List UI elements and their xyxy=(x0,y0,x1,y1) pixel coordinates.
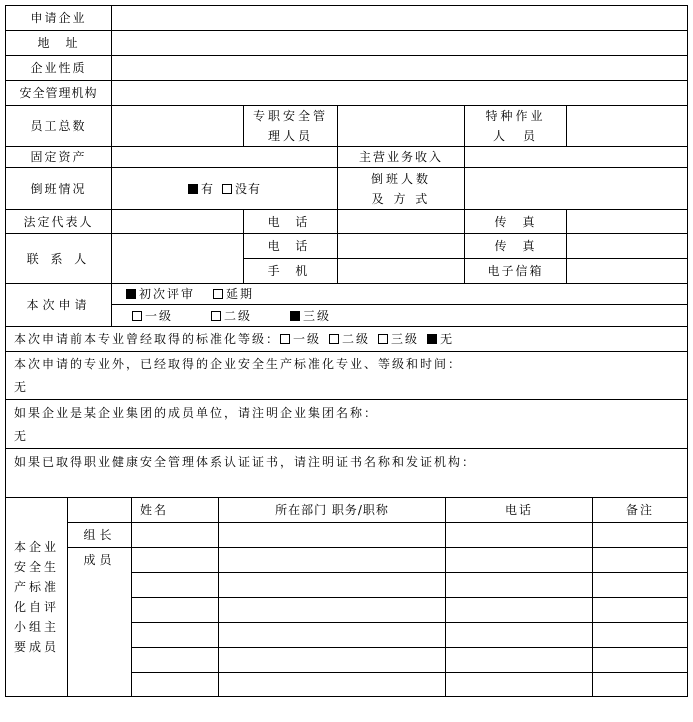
contact-fax-input[interactable] xyxy=(567,234,687,258)
prior-level-option-3-label: 三级 xyxy=(391,332,420,346)
special-ops-label-line2: 人 员 xyxy=(492,129,538,143)
email-input[interactable] xyxy=(567,259,687,283)
mobile-label: 手 机 xyxy=(267,264,314,278)
checkbox-unchecked-icon xyxy=(280,334,290,344)
checkbox-checked-icon xyxy=(126,289,136,299)
team-row-phone-input[interactable] xyxy=(446,673,592,697)
team-row-dept-input[interactable] xyxy=(219,598,445,622)
special-ops-label xyxy=(465,106,566,146)
checkbox-unchecked-icon xyxy=(213,289,223,299)
group-question: 如果企业是某企业集团的成员单位，请注明企业集团名称： xyxy=(14,406,379,420)
prior-level-option-3[interactable] xyxy=(378,329,419,349)
prior-level-option-2-label: 二级 xyxy=(342,332,371,346)
legal-rep-phone-label: 电 话 xyxy=(267,214,314,229)
checkbox-unchecked-icon xyxy=(378,334,388,344)
team-section-label xyxy=(6,498,67,696)
team-row-note-input[interactable] xyxy=(593,523,687,547)
checkbox-unchecked-icon xyxy=(222,184,232,194)
review-options xyxy=(112,284,693,304)
header-name: 姓名 xyxy=(140,503,169,517)
shift-count-label-line2: 及 方 式 xyxy=(371,191,431,206)
main-revenue-input[interactable] xyxy=(465,147,687,167)
checkbox-unchecked-icon xyxy=(329,334,339,344)
team-row-dept-input[interactable] xyxy=(219,623,445,647)
team-row-dept-input[interactable] xyxy=(219,648,445,672)
divider xyxy=(5,351,688,352)
prior-level-question: 本次申请前本专业曾经取得的标准化等级： xyxy=(14,332,281,346)
team-section-label-line: 产标准 xyxy=(13,580,59,594)
team-row-note-input[interactable] xyxy=(593,673,687,697)
legal-rep-fax-label: 传 真 xyxy=(494,214,537,229)
header-phone: 电话 xyxy=(504,503,533,517)
prior-level-row xyxy=(6,327,687,351)
total-staff-input[interactable] xyxy=(112,106,243,146)
fulltime-safety-label-line1: 专职安全管 xyxy=(252,109,328,123)
shift-count-input[interactable] xyxy=(465,168,687,209)
other-specialties-question: 本次申请的专业外，已经取得的企业安全生产标准化专业、等级和时间： xyxy=(14,357,463,371)
prior-level-option-2[interactable] xyxy=(329,329,370,349)
review-option-initial-label: 初次评审 xyxy=(139,287,196,301)
review-option-extension-label: 延期 xyxy=(226,287,255,301)
checkbox-checked-icon xyxy=(290,311,300,321)
other-specialties-answer[interactable]: 无 xyxy=(14,380,29,394)
checkbox-checked-icon xyxy=(427,334,437,344)
prior-level-option-1[interactable] xyxy=(280,329,321,349)
applicant-company-label: 申请企业 xyxy=(30,11,87,25)
team-row-phone-input[interactable] xyxy=(446,598,592,622)
team-row-phone-input[interactable] xyxy=(446,623,592,647)
legal-rep-label: 法定代表人 xyxy=(23,214,94,229)
leader-label: 组长 xyxy=(83,528,116,542)
header-note: 备注 xyxy=(625,503,654,517)
team-row-dept-input[interactable] xyxy=(219,523,445,547)
prior-level-option-none[interactable] xyxy=(427,329,454,349)
main-revenue-label: 主营业务收入 xyxy=(358,150,443,164)
this-application-label: 本次申请 xyxy=(26,298,91,312)
review-option-initial[interactable] xyxy=(126,284,195,304)
fulltime-safety-input[interactable] xyxy=(338,106,464,146)
team-row-name-input[interactable] xyxy=(132,648,218,672)
team-row-name-input[interactable] xyxy=(132,523,218,547)
level-option-2-label: 二级 xyxy=(224,308,253,323)
team-row-name-input[interactable] xyxy=(132,573,218,597)
level-option-3[interactable] xyxy=(290,306,331,326)
level-options xyxy=(112,305,693,326)
contact-input[interactable] xyxy=(112,234,243,283)
shift-label: 倒班情况 xyxy=(30,181,87,196)
team-section-label-line: 本企业 xyxy=(13,540,59,554)
shift-option-no-label: 没有 xyxy=(235,181,262,196)
special-ops-label-line1: 特种作业 xyxy=(485,109,546,123)
safety-org-label: 安全管理机构 xyxy=(19,86,98,100)
divider xyxy=(5,399,688,400)
contact-label: 联 系 人 xyxy=(26,251,91,266)
team-row-name-input[interactable] xyxy=(132,548,218,572)
level-option-1[interactable] xyxy=(132,306,173,326)
team-section-label-line: 小组主 xyxy=(13,620,59,634)
company-nature-input[interactable] xyxy=(112,56,687,80)
team-row-dept-input[interactable] xyxy=(219,573,445,597)
team-section-label-line: 要成员 xyxy=(13,640,59,654)
review-option-extension[interactable] xyxy=(213,284,254,304)
team-row-phone-input[interactable] xyxy=(446,548,592,572)
mobile-input[interactable] xyxy=(338,259,464,283)
address-label: 地 址 xyxy=(37,36,80,50)
shift-count-label-line1: 倒班人数 xyxy=(370,171,431,186)
safety-org-input[interactable] xyxy=(112,81,687,105)
member-label: 成员 xyxy=(83,553,116,567)
total-staff-label: 员工总数 xyxy=(30,119,87,133)
group-answer[interactable]: 无 xyxy=(14,429,29,443)
team-row-note-input[interactable] xyxy=(593,548,687,572)
legal-rep-input[interactable] xyxy=(112,210,243,233)
fulltime-safety-label-line2: 理人员 xyxy=(267,129,313,143)
email-label: 电子信箱 xyxy=(487,264,544,278)
team-row-phone-input[interactable] xyxy=(446,573,592,597)
team-row-dept-input[interactable] xyxy=(219,673,445,697)
fixed-assets-input[interactable] xyxy=(112,147,337,167)
special-ops-input[interactable] xyxy=(567,106,687,146)
legal-rep-phone-input[interactable] xyxy=(338,210,464,233)
fixed-assets-label: 固定资产 xyxy=(30,150,87,164)
team-row-note-input[interactable] xyxy=(593,598,687,622)
prior-level-option-none-label: 无 xyxy=(440,332,455,346)
checkbox-checked-icon xyxy=(188,184,198,194)
level-option-1-label: 一级 xyxy=(145,308,174,323)
level-option-3-label: 三级 xyxy=(303,308,332,323)
team-row-note-input[interactable] xyxy=(593,648,687,672)
ohs-cert-answer[interactable] xyxy=(6,474,687,496)
team-section-label-line: 安全生 xyxy=(13,560,59,574)
team-row-note-input[interactable] xyxy=(593,573,687,597)
level-option-2[interactable] xyxy=(211,306,252,326)
checkbox-unchecked-icon xyxy=(132,311,142,321)
applicant-company-input[interactable] xyxy=(112,6,687,30)
contact-fax-label: 传 真 xyxy=(494,239,537,253)
team-row-phone-input[interactable] xyxy=(446,523,592,547)
shift-count-label xyxy=(338,168,464,209)
header-dept-title: 所在部门 职务/职称 xyxy=(275,503,389,517)
shift-options xyxy=(112,168,337,209)
divider xyxy=(5,448,688,449)
contact-phone-label: 电 话 xyxy=(267,239,314,253)
ohs-cert-question: 如果已取得职业健康安全管理体系认证证书，请注明证书名称和发证机构： xyxy=(14,455,477,469)
company-nature-label: 企业性质 xyxy=(30,61,87,75)
contact-phone-input[interactable] xyxy=(338,234,464,258)
team-row-name-input[interactable] xyxy=(132,623,218,647)
address-input[interactable] xyxy=(112,31,687,55)
shift-option-yes-label: 有 xyxy=(200,181,214,196)
team-section-label-line: 化自评 xyxy=(13,600,59,614)
legal-rep-fax-input[interactable] xyxy=(567,210,687,233)
team-row-dept-input[interactable] xyxy=(219,548,445,572)
team-row-name-input[interactable] xyxy=(132,598,218,622)
team-row-phone-input[interactable] xyxy=(446,648,592,672)
shift-option-yes[interactable] xyxy=(188,179,214,199)
prior-level-option-1-label: 一级 xyxy=(293,332,322,346)
fulltime-safety-label xyxy=(244,106,337,146)
shift-option-no[interactable] xyxy=(222,179,261,199)
team-row-name-input[interactable] xyxy=(132,673,218,697)
team-row-note-input[interactable] xyxy=(593,623,687,647)
checkbox-unchecked-icon xyxy=(211,311,221,321)
